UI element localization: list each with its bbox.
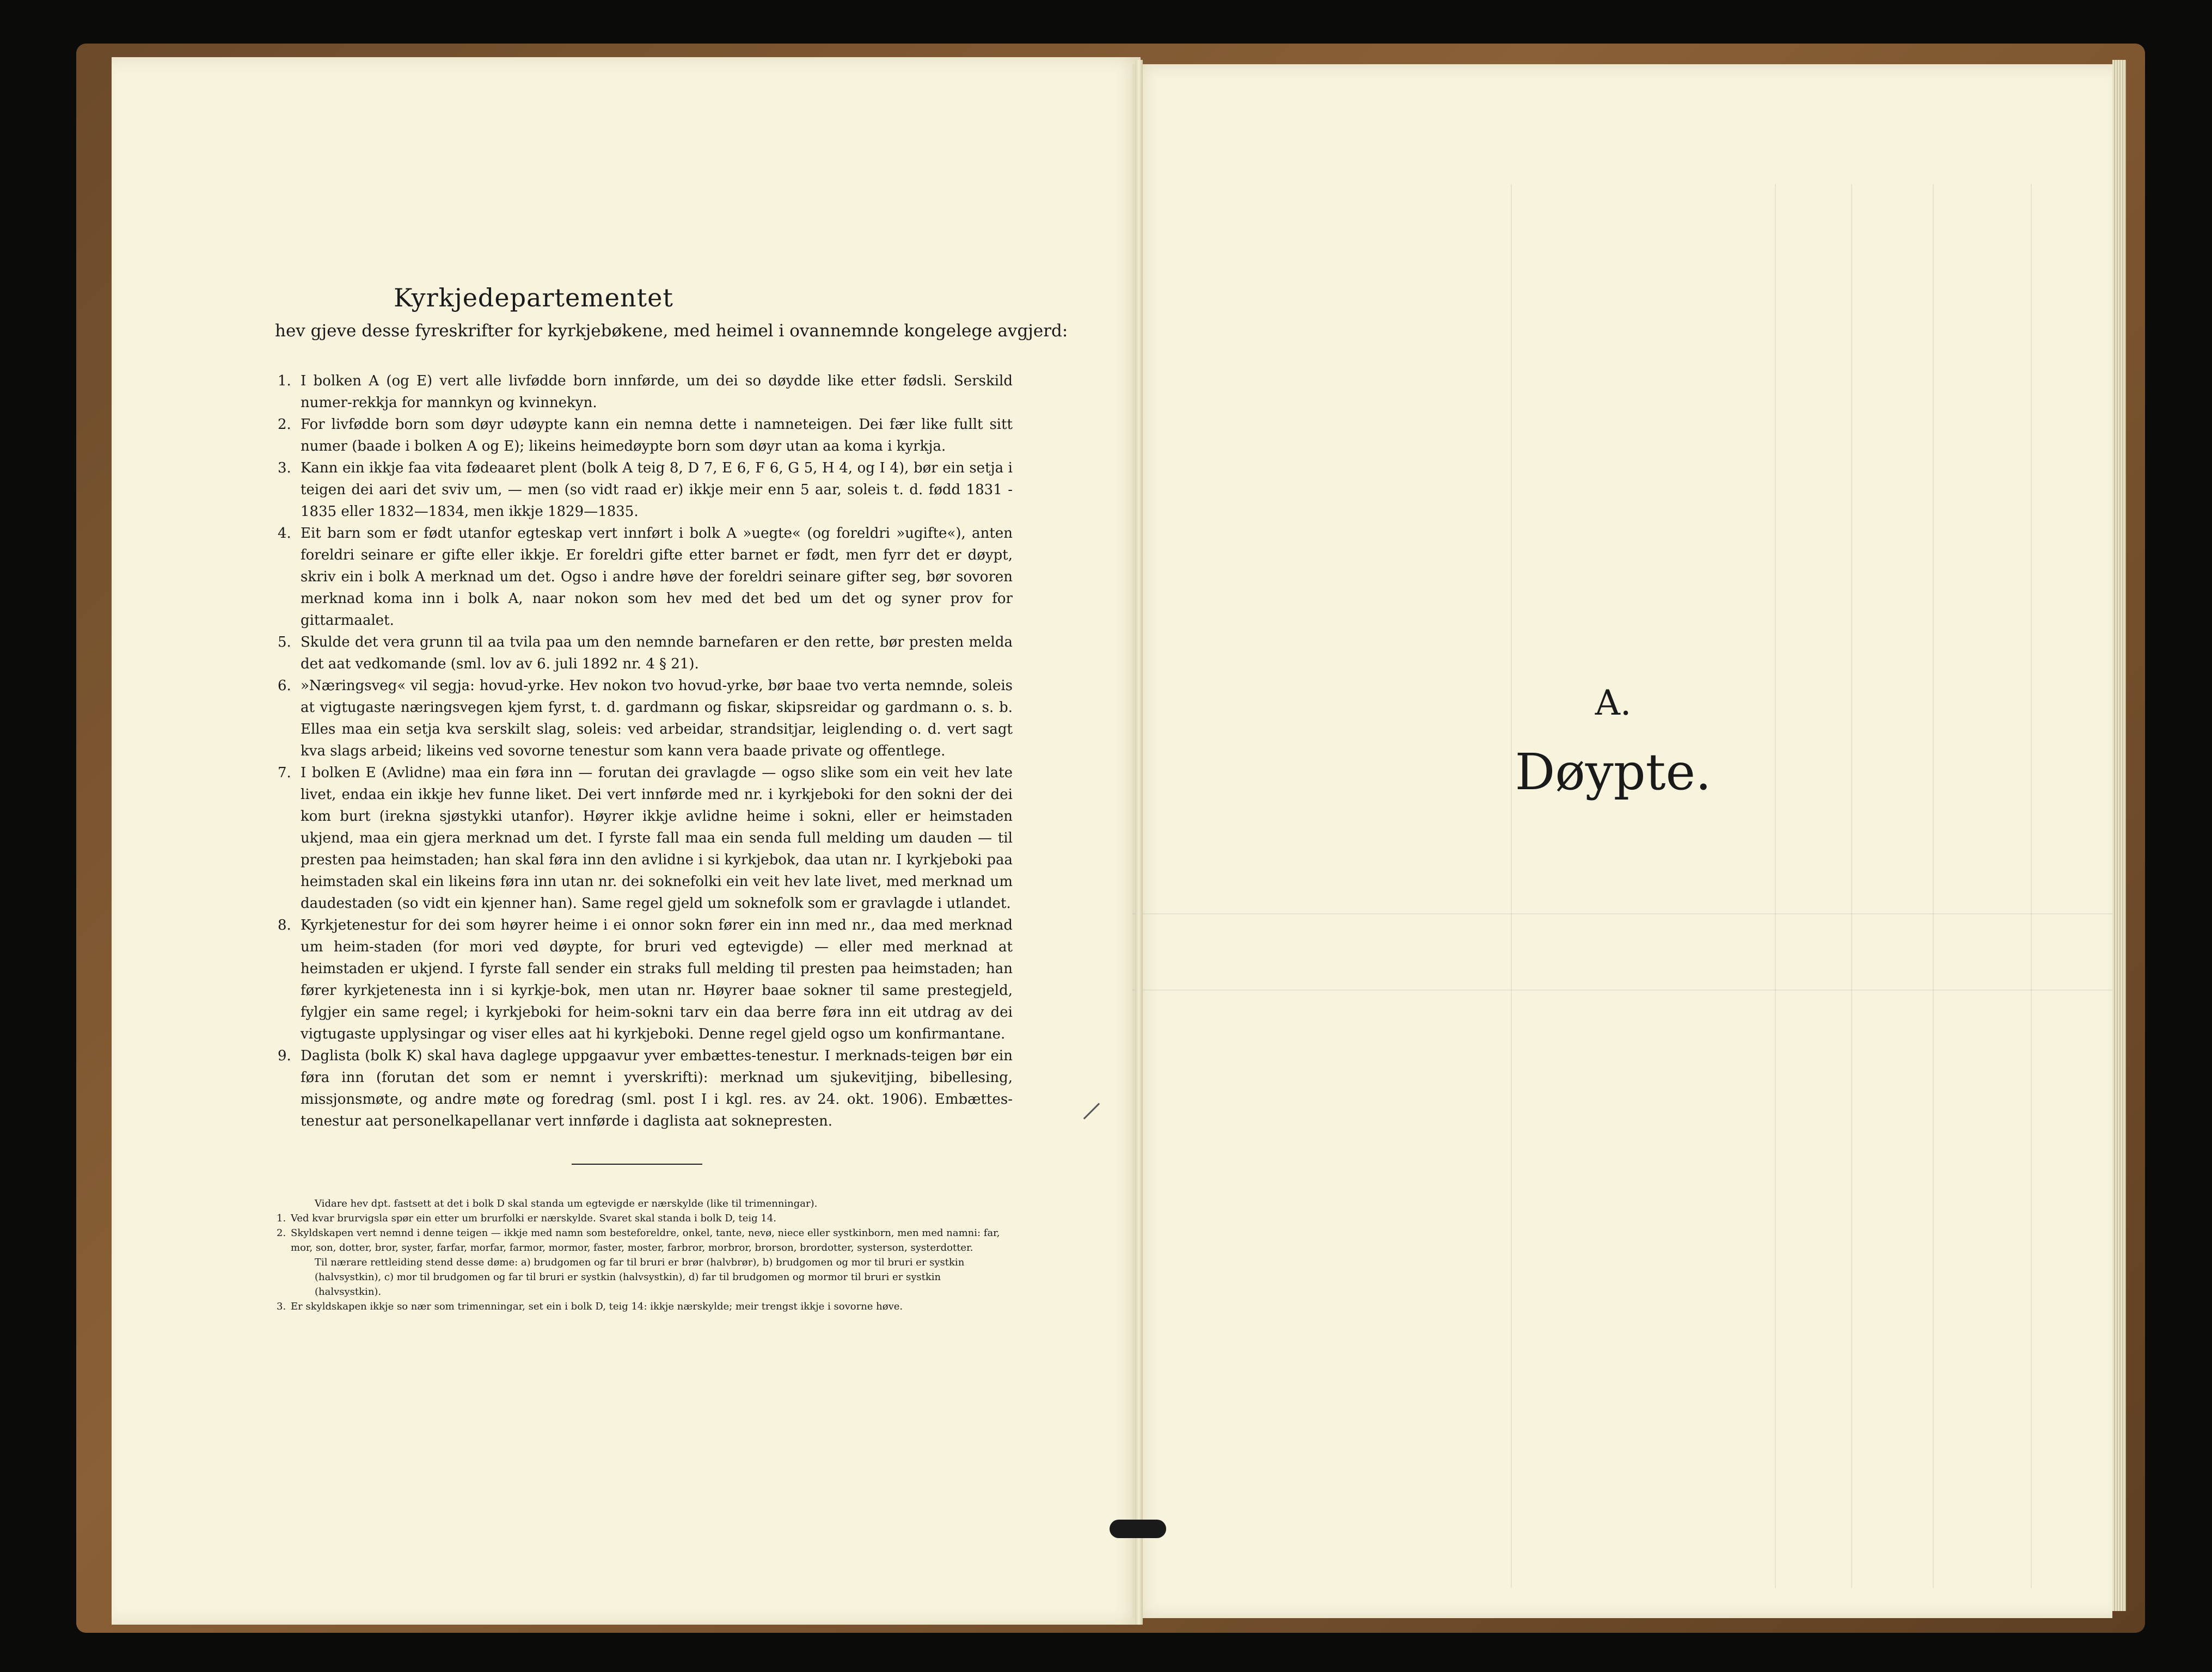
section-title: Døypte. — [1515, 743, 1712, 801]
footnotes — [277, 1196, 1001, 1314]
footnote-item: 1. Ved kvar brurvigsla spør ein etter um brurfolki er nærskylde. Svaret skal standa i bolk D, teig 14. — [277, 1213, 777, 1224]
rules-list — [278, 370, 1013, 1132]
page-subtitle: hev gjeve desse fyreskrifter for kyrkjebøkene, med heimel i ovannemnde kongelege avgjerd: — [275, 321, 1068, 341]
rule-item: 8. Kyrkjetenestur for dei som høyrer heime i ei onnor sokn fører ein inn med nr., daa med merknad um heim-staden (for mori ved døypte, for bruri ved egtevigde) — eller med merknad at heimstaden er ukjend. I fyrste fall sender ein straks full melding til presten paa heimstaden; han fører kyrkjetenesta inn i si kyrkje-bok, men utan nr. Høyrer baae sokner til same prestegjeld, fylgjer ein same regel; i kyrkjeboki for heim-sokni tarv ein daa berre føra inn eit utdrag av dei vigtugaste upplysingar og viser elles aat hi kyrkjeboki. Denne regel gjeld ogso um konfirmantane. — [278, 917, 1013, 1042]
rule-item: 3. Kann ein ikkje faa vita fødeaaret plent (bolk A teig 8, D 7, E 6, F 6, G 5, H 4, og I 4), bør ein setja i teigen dei aari det sviv um, — men (so vidt raad er) ikkje meir enn 5 aar, soleis t. d. fødd 1831 - 1835 eller 1832—1834, men ikkje 1829—1835. — [278, 460, 1013, 520]
rule-item: 4. Eit barn som er født utanfor egteskap vert innført i bolk A »uegte« (og foreldri »ugifte«), anten foreldri seinare er gifte eller ikkje. Er foreldri gifte etter barnet er født, men fyrr det er døypt, skriv ein i bolk A merknad um det. Ogso i andre høve der foreldri seinare gifter seg, bør sovoren merknad koma inn i bolk A, naar nokon som hev med det bed um det og syner prov for gittarmaalet. — [278, 525, 1013, 629]
binding-clip — [1110, 1520, 1166, 1538]
page-edges — [2112, 60, 2126, 1611]
rule-item: 7. I bolken E (Avlidne) maa ein føra inn — forutan dei gravlagde — ogso slike som ein veit hev late livet, endaa ein ikkje hev funne liket. Dei vert innførde med nr. i kyrkjeboki for den sokni der dei kom burt (irekna sjøstykki utanfor). Høyrer ikkje avlidne heime i sokni, eller er heimstaden ukjend, maa ein gjera merknad um det. I fyrste fall maa ein senda full melding um dauden — til presten paa heimstaden; han skal føra inn den avlidne i si kyrkjebok, daa utan nr. I kyrkjeboki paa heimstaden skal ein likeins føra inn utan nr. dei soknefolki ein veit hev late livet, med merknad um daudestaden (so vidt ein kjenner han). Same regel gjeld um soknefolk som er gravlagde i utlandet. — [278, 765, 1013, 912]
page-title: Kyrkjedepartementet — [394, 283, 673, 312]
rule-item: 9. Daglista (bolk K) skal hava daglege uppgaavur yver embættes-tenestur. I merknads-teigen bør ein føra inn (forutan det som er nemnt i yverskrifti): merknad um sjukevitjing, bibellesing, missjonsmøte, og andre møte og foredrag (sml. post I i kgl. res. av 24. okt. 1906). Embættes-tenestur aat personelkapellanar vert innførde i daglista aat soknepresten. — [278, 1048, 1013, 1129]
footnote-item: Til nærare rettleiding stend desse døme: a) brudgomen og far til bruri er brør (halvbrør), b) brudgomen og mor til bruri er systkin (halvsystkin), c) mor til brudgomen og far til bruri er systkin (halvsystkin), d) far til brudgomen og mormor til bruri er systkin (halvsystkin). — [315, 1257, 965, 1298]
rule-item: 1. I bolken A (og E) vert alle livfødde born innførde, um dei so døydde like etter fødsli. Serskild numer-rekkja for mannkyn og kvinnekyn. — [278, 373, 1013, 411]
right-page — [1132, 64, 2112, 1618]
section-divider — [572, 1164, 702, 1165]
page-gutter — [1135, 60, 1143, 1625]
footnote-intro: Vidare hev dpt. fastsett at det i bolk D skal standa um egtevigde er nærskylde (like til trimenningar). — [315, 1198, 818, 1209]
rule-item: 5. Skulde det vera grunn til aa tvila paa um den nemnde barnefaren er den rette, bør presten melda det aat vedkomande (sml. lov av 6. juli 1892 nr. 4 § 21). — [278, 634, 1013, 672]
footnote-item: 3. Er skyldskapen ikkje so nær som trimenningar, set ein i bolk D, teig 14: ikkje nærskylde; meir trengst ikkje i sovorne høve. — [277, 1301, 903, 1312]
footnote-item: 2. Skyldskapen vert nemnd i denne teigen — ikkje med namn som besteforeldre, onkel, tante, nevø, niece eller systkinborn, men med namni: far, mor, son, dotter, bror, syster, farfar, morfar, farmor, mormor, faster, moster, farbror, morbror, brorson, brordotter, systerson, systerdotter. — [277, 1227, 1000, 1253]
rule-item: 2. For livfødde born som døyr udøypte kann ein nemna dette i namneteigen. Dei fær like fullt sitt numer (baade i bolken A og E); likeins heimedøypte born som døyr utan aa koma i kyrkja. — [278, 416, 1013, 454]
section-letter: A. — [1595, 683, 1632, 723]
rule-item: 6. »Næringsveg« vil segja: hovud-yrke. Hev nokon tvo hovud-yrke, bør baae tvo verta nemnde, soleis at vigtugaste næringsvegen kjem fyrst, t. d. gardmann og fiskar, skipsreidar og gardmann o. s. b. Elles maa ein setja kva serskilt slag, soleis: ved arbeidar, strandsitjar, leiglending o. d. vert sagt kva slags arbeid; likeins ved sovorne tenestur som kann vera baade private og offentlege. — [278, 678, 1013, 759]
